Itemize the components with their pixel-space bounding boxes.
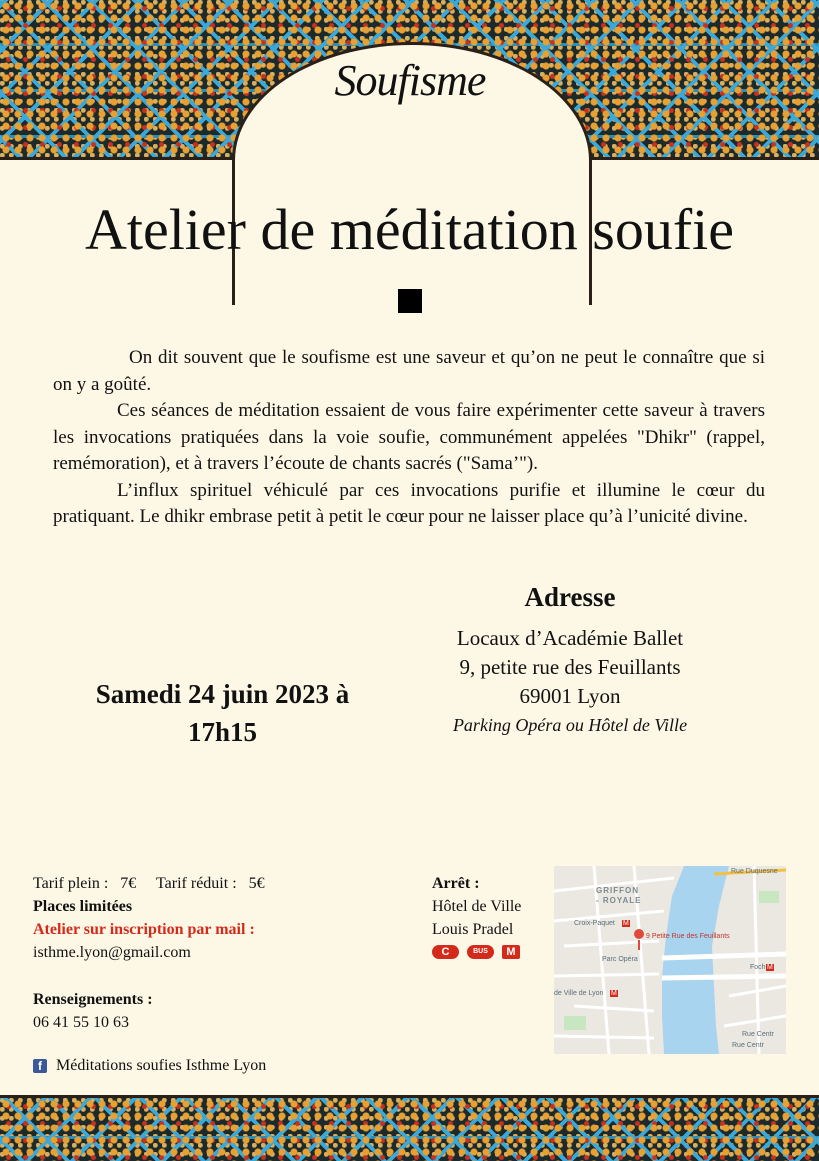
metro-badge-icon: M [502, 945, 520, 959]
transit-stop-block [432, 872, 521, 959]
address-heading: Adresse [524, 582, 616, 612]
parking-info: Parking Opéra ou Hôtel de Ville [452, 715, 688, 735]
map-district-line: - ROYALE [596, 896, 642, 905]
stop-heading: Arrêt : [432, 875, 480, 892]
facebook-label: Méditations soufies Isthme Lyon [56, 1057, 267, 1074]
address-block [420, 583, 720, 740]
map-pin-label: 9 Petite Rue des Feuillants [646, 933, 730, 940]
contact-heading: Renseignements : [33, 991, 153, 1008]
map-station-label: Croix-Paquet [574, 920, 615, 927]
transit-badges [432, 945, 521, 959]
address-line: 9, petite rue des Feuillants [459, 655, 681, 679]
pricing-block [33, 872, 265, 964]
stop-name: Louis Pradel [432, 921, 514, 938]
map-graphic [554, 866, 786, 1054]
map-district-line: GRIFFON [596, 886, 639, 895]
location-map[interactable] [554, 866, 786, 1054]
address-line: 69001 Lyon [519, 684, 621, 708]
email-link[interactable]: isthme.lyon@gmail.com [33, 944, 191, 961]
facebook-link[interactable] [33, 1057, 266, 1075]
map-station-label: Foch [750, 964, 766, 971]
funicular-badge-icon: C [432, 945, 459, 959]
map-metro-icon: M [767, 964, 773, 971]
map-district-label [596, 886, 642, 906]
map-street-label: Rue Duquesne [731, 868, 778, 875]
page-title: Atelier de méditation soufie [84, 197, 735, 262]
map-place-label: Parc Opéra [602, 956, 638, 963]
address-line: Locaux d’Académie Ballet [456, 626, 684, 650]
event-date [60, 675, 385, 751]
phone-number[interactable]: 06 41 55 10 63 [33, 1014, 129, 1031]
square-ornament [398, 289, 422, 313]
limited-places: Places limitées [33, 898, 133, 915]
bus-badge-icon: BUS [467, 945, 494, 959]
map-place-label: de Ville de Lyon [554, 990, 604, 997]
logo-soufisme: Soufisme [334, 56, 486, 105]
map-metro-icon: M [623, 920, 629, 927]
intro-paragraph: On dit souvent que le soufisme est une saveur et qu’on ne peut le connaître que si on y a goûté. [53, 347, 765, 395]
intro-paragraph: Ces séances de méditation essaient de vous faire expérimenter cette saveur à travers les invocations pratiquées dans la voie soufie, communément appelées "Dhikr" (rappel, remémoration), et à travers l’écoute de chants sacrés ("Sama’"). [53, 400, 765, 474]
price-line: Tarif plein : 7€ Tarif réduit : 5€ [33, 875, 265, 892]
event-date-line: Samedi 24 juin 2023 à [95, 679, 350, 709]
map-street-label: Rue Centr [732, 1042, 764, 1049]
event-time: 17h15 [187, 717, 258, 747]
facebook-icon: f [33, 1059, 47, 1073]
intro-text [53, 345, 765, 531]
stop-name: Hôtel de Ville [432, 898, 522, 915]
contact-block [33, 988, 153, 1034]
map-street-label: Rue Centr [742, 1031, 774, 1038]
registration-note: Atelier sur inscription par mail : [33, 921, 255, 938]
mosaic-footer-decoration [0, 1095, 819, 1161]
intro-paragraph: L’influx spirituel véhiculé par ces invocations purifie et illumine le cœur du pratiquant. Le dhikr embrase petit à petit le cœur pour ne laisser place qu’à l’unicité divine. [53, 479, 765, 527]
map-metro-icon: M [611, 990, 617, 997]
